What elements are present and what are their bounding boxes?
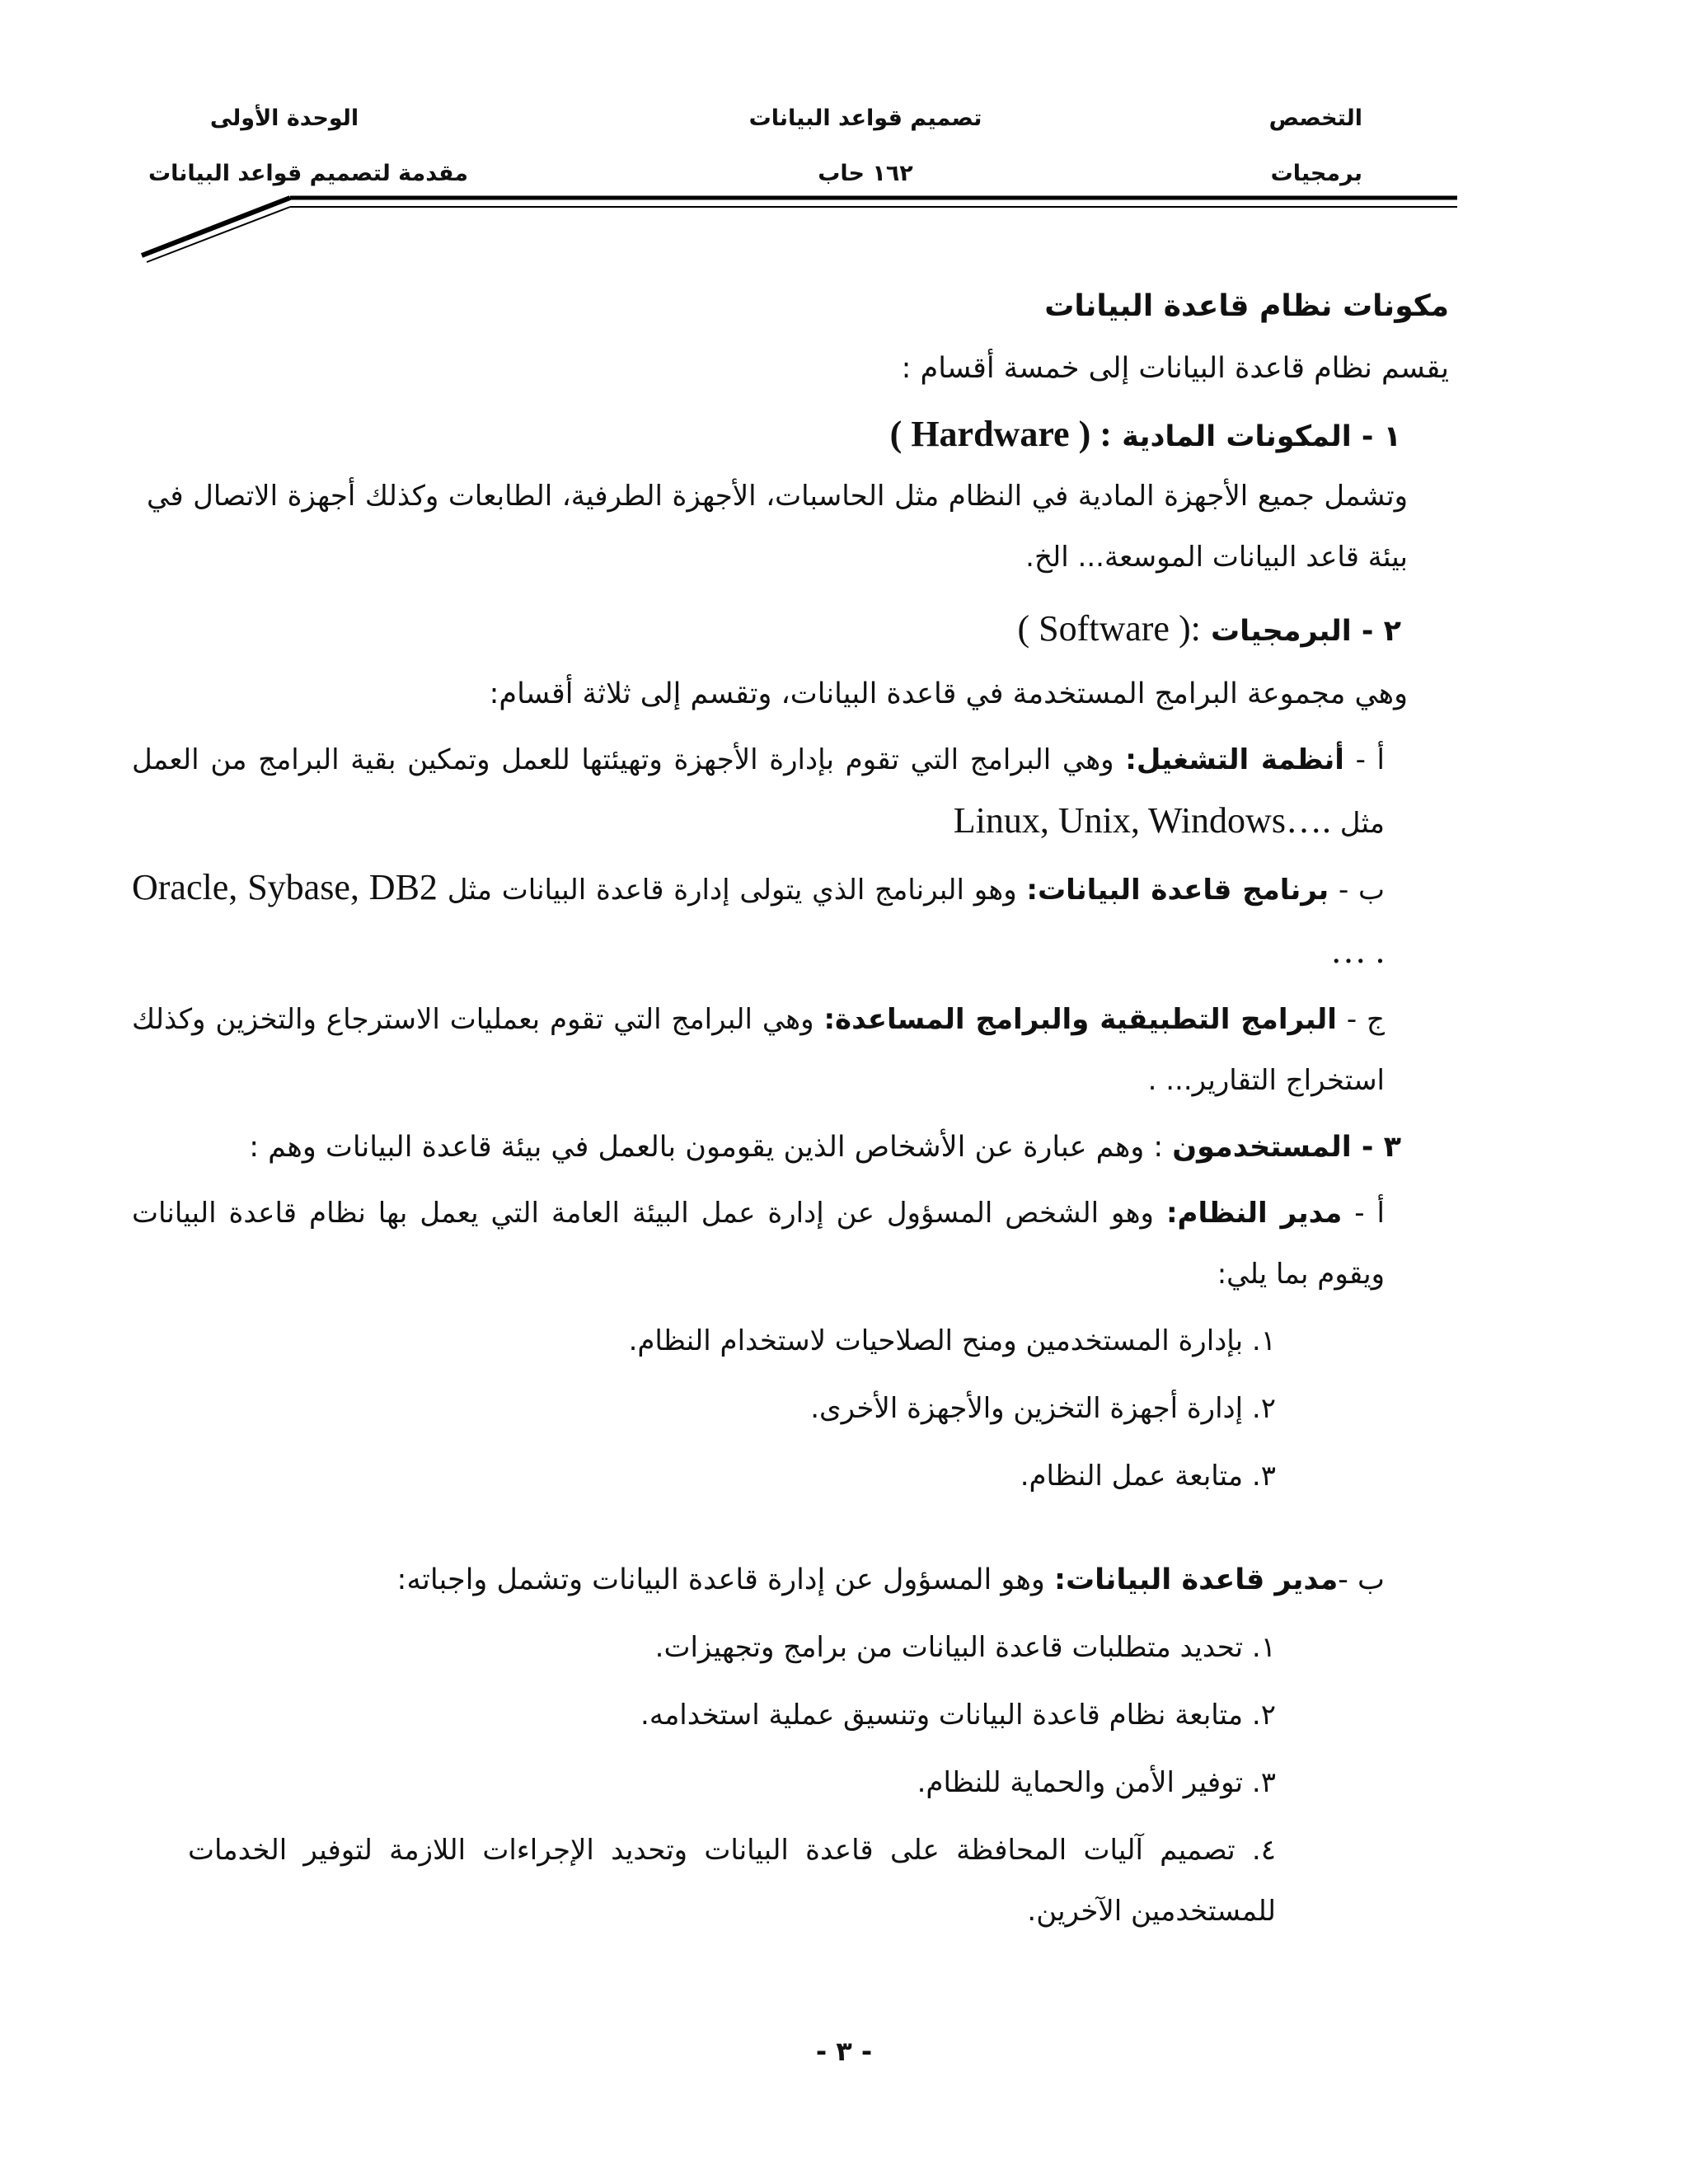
subsection-3b-label: ب -: [1338, 1563, 1385, 1596]
subsection-3a-item-1: ١. بإدارة المستخدمين ومنح الصلاحيات لاستخدام النظام.: [628, 1324, 1276, 1357]
header-course-code: ١٦٢ حاب: [818, 161, 913, 186]
section-3-title: المستخدمون: [1172, 1131, 1352, 1164]
subsection-2c-text: وهي البرامج التي تقوم بعمليات الاسترجاع والتخزين وكذلك استخراج التقارير... .: [132, 1003, 1385, 1097]
section-1-heading: [890, 404, 1401, 467]
subsection-2c-label: ج -: [1336, 1003, 1385, 1036]
subsection-2a-latin: Linux, Unix, Windows….: [953, 800, 1331, 841]
subsection-2a-text: وهي البرامج التي تقوم بإدارة الأجهزة وتهيئتها للعمل وتمكين بقية البرامج من العمل مثل: [132, 743, 1385, 840]
section-title: مكونات نظام قاعدة البيانات: [1044, 289, 1449, 323]
subsection-3b-title: مدير قاعدة البيانات:: [1053, 1563, 1339, 1596]
subsection-3a: [132, 1183, 1385, 1305]
subsection-3b-item-4: ٤. تصميم آليات المحافظة على قاعدة البيانات وتحديد الإجراءات اللازمة لتوفير الخدمات للمستخدمين الآخرين.: [188, 1834, 1276, 1928]
section-3-number: ٣ -: [1351, 1131, 1401, 1164]
subsection-2a-label: أ -: [1343, 743, 1386, 776]
subsection-3a-item-3: ٣. متابعة عمل النظام.: [1020, 1460, 1276, 1493]
section-2-heading: [1017, 598, 1401, 662]
subsection-3a-label: أ -: [1342, 1197, 1385, 1230]
section-2-latin: ( Software ):: [1017, 608, 1201, 649]
subsection-2a-title: أنظمة التشغيل:: [1125, 743, 1344, 776]
section-2-number: ٢ -: [1351, 615, 1401, 648]
section-1-text: وتشمل جميع الأجهزة المادية في النظام مثل الحاسبات، الأجهزة الطرفية، الطابعات وكذلك أجهزة الاتصال في بيئة قاعد البيانات الموسعة... الخ.: [147, 480, 1408, 574]
header-unit-title: مقدمة لتصميم قواعد البيانات: [148, 161, 468, 186]
subsection-2c: [132, 989, 1385, 1111]
subsection-3a-text: وهو الشخص المسؤول عن إدارة عمل البيئة العامة التي يعمل بها نظام قاعدة البيانات ويقوم بما يلي:: [132, 1197, 1385, 1291]
header-specialty-value: برمجيات: [1270, 161, 1362, 186]
subsection-2c-title: البرامج التطبيقية والبرامج المساعدة:: [823, 1003, 1337, 1036]
subsection-2b-latin: Oracle, Sybase, DB2 … .: [132, 867, 1385, 971]
subsection-2b-text: وهو البرنامج الذي يتولى إدارة قاعدة البيانات مثل: [447, 874, 1027, 907]
section-1-latin: ( Hardware ) :: [889, 414, 1112, 454]
page-number: - ٣ -: [815, 2036, 873, 2067]
subsection-3b-text: وهو المسؤول عن إدارة قاعدة البيانات وتشمل واجباته:: [396, 1563, 1054, 1596]
header-course-title: تصميم قواعد البيانات: [748, 105, 982, 131]
subsection-3b-item-3: ٣. توفير الأمن والحماية للنظام.: [917, 1766, 1276, 1799]
header-unit-label: الوحدة الأولى: [209, 105, 359, 131]
section-1-number: ١ -: [1351, 420, 1401, 453]
section-2-text: وهي مجموعة البرامج المستخدمة في قاعدة البيانات، وتقسم إلى ثلاثة أقسام:: [489, 677, 1408, 710]
section-1-title: المكونات المادية: [1122, 420, 1352, 453]
subsection-3b-item-1: ١. تحديد متطلبات قاعدة البيانات من برامج وتجهيزات.: [654, 1631, 1276, 1664]
subsection-2b: [132, 857, 1385, 984]
subsection-2b-label: ب -: [1329, 874, 1386, 907]
section-2-title: البرمجيات: [1211, 615, 1352, 648]
section-3-heading: [249, 1117, 1401, 1178]
subsection-3a-title: مدير النظام:: [1165, 1197, 1343, 1230]
subsection-3b: [397, 1549, 1385, 1610]
header-specialty-label: التخصص: [1268, 105, 1362, 131]
intro-text: يقسم نظام قاعدة البيانات إلى خمسة أقسام :: [901, 352, 1449, 385]
subsection-2b-title: برنامج قاعدة البيانات:: [1026, 874, 1329, 907]
subsection-3a-item-2: ٢. إدارة أجهزة التخزين والأجهزة الأخرى.: [810, 1392, 1276, 1425]
section-3-text: : وهم عبارة عن الأشخاص الذين يقومون بالعمل في بيئة قاعدة البيانات وهم :: [249, 1131, 1173, 1164]
subsection-3b-item-2: ٢. متابعة نظام قاعدة البيانات وتنسيق عملية استخدامه.: [640, 1699, 1276, 1732]
subsection-2a: [132, 729, 1385, 854]
header-divider: [0, 0, 1688, 280]
